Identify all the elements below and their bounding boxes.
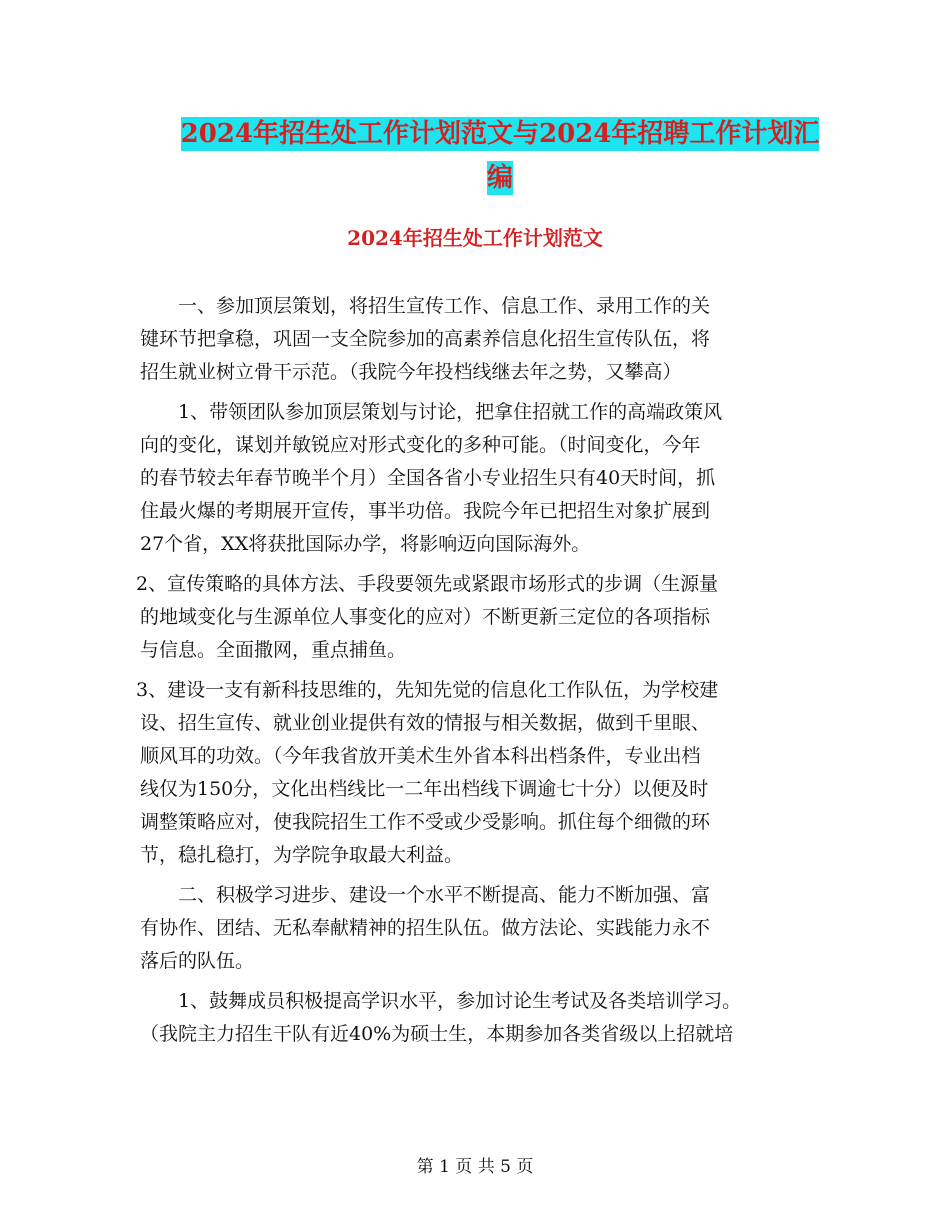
paragraph-line: 1、带领团队参加顶层策划与讨论，把拿住招就工作的高端政策风 xyxy=(178,401,723,423)
title-line-1: 2024年招生处工作计划范文与2024年招聘工作计划汇 xyxy=(180,119,820,149)
paragraph-line: 住最火爆的考期展开宣传，事半功倍。我院今年已把招生对象扩展到 xyxy=(140,500,711,522)
paragraph-line: 的春节较去年春节晚半个月）全国各省小专业招生只有40天时间，抓 xyxy=(140,467,716,489)
paragraph-line: 一、参加顶层策划，将招生宣传工作、信息工作、录用工作的关 xyxy=(178,295,711,317)
paragraph-line: 设、招生宣传、就业创业提供有效的情报与相关数据，做到千里眼、 xyxy=(140,712,711,734)
paragraph-line: 2、宣传策略的具体方法、手段要领先或紧跟市场形式的步调（生源量 xyxy=(136,573,719,595)
paragraph-line: 1、鼓舞成员积极提高学识水平，参加讨论生考试及各类培训学习。 xyxy=(178,990,742,1012)
title-line-2: 编 xyxy=(486,163,513,193)
paragraph xyxy=(136,568,830,667)
paragraph-line: 节，稳扎稳打，为学院争取最大利益。 xyxy=(140,844,464,866)
paragraph xyxy=(140,396,830,561)
paragraph-line: 向的变化，谋划并敏锐应对形式变化的多种可能。（时间变化，今年 xyxy=(140,434,701,456)
paragraph-line: 键环节把拿稳，巩固一支全院参加的高素养信息化招生宣传队伍，将 xyxy=(140,328,711,350)
paragraph-line: 调整策略应对，使我院招生工作不受或少受影响。抓住每个细微的环 xyxy=(140,811,711,833)
paragraph-line: 落后的队伍。 xyxy=(140,950,255,972)
paragraph xyxy=(140,985,830,1051)
paragraph-line: 3、建设一支有新科技思维的，先知先觉的信息化工作队伍，为学校建 xyxy=(136,679,719,701)
paragraph-line: （我院主力招生干队有近40%为硕士生，本期参加各类省级以上招就培 xyxy=(140,1023,734,1045)
page-footer: 第 1 页 共 5 页 xyxy=(416,1157,534,1177)
paragraph-line: 线仅为150分，文化出档线比一二年出档线下调逾七十分）以便及时 xyxy=(140,778,709,800)
paragraph-line: 招生就业树立骨干示范。（我院今年投档线继去年之势，又攀高） xyxy=(140,361,682,383)
paragraph-line: 与信息。全面撒网，重点捕鱼。 xyxy=(140,639,407,661)
paragraph-line: 的地域变化与生源单位人事变化的应对）不断更新三定位的各项指标 xyxy=(140,606,711,628)
paragraph-line: 27个省，XX将获批国际办学，将影响迈向国际海外。 xyxy=(140,533,591,555)
paragraph-line: 二、积极学习进步、建设一个水平不断提高、能力不断加强、富 xyxy=(178,884,711,906)
paragraph-line: 有协作、团结、无私奉献精神的招生队伍。做方法论、实践能力永不 xyxy=(140,917,711,939)
document-body xyxy=(136,290,830,1058)
document-title xyxy=(150,112,850,200)
section-title: 2024年招生处工作计划范文 xyxy=(347,226,603,250)
paragraph xyxy=(140,290,830,389)
paragraph xyxy=(136,674,830,872)
paragraph-line: 顺风耳的功效。（今年我省放开美术生外省本科出档条件，专业出档 xyxy=(140,745,701,767)
paragraph xyxy=(140,879,830,978)
